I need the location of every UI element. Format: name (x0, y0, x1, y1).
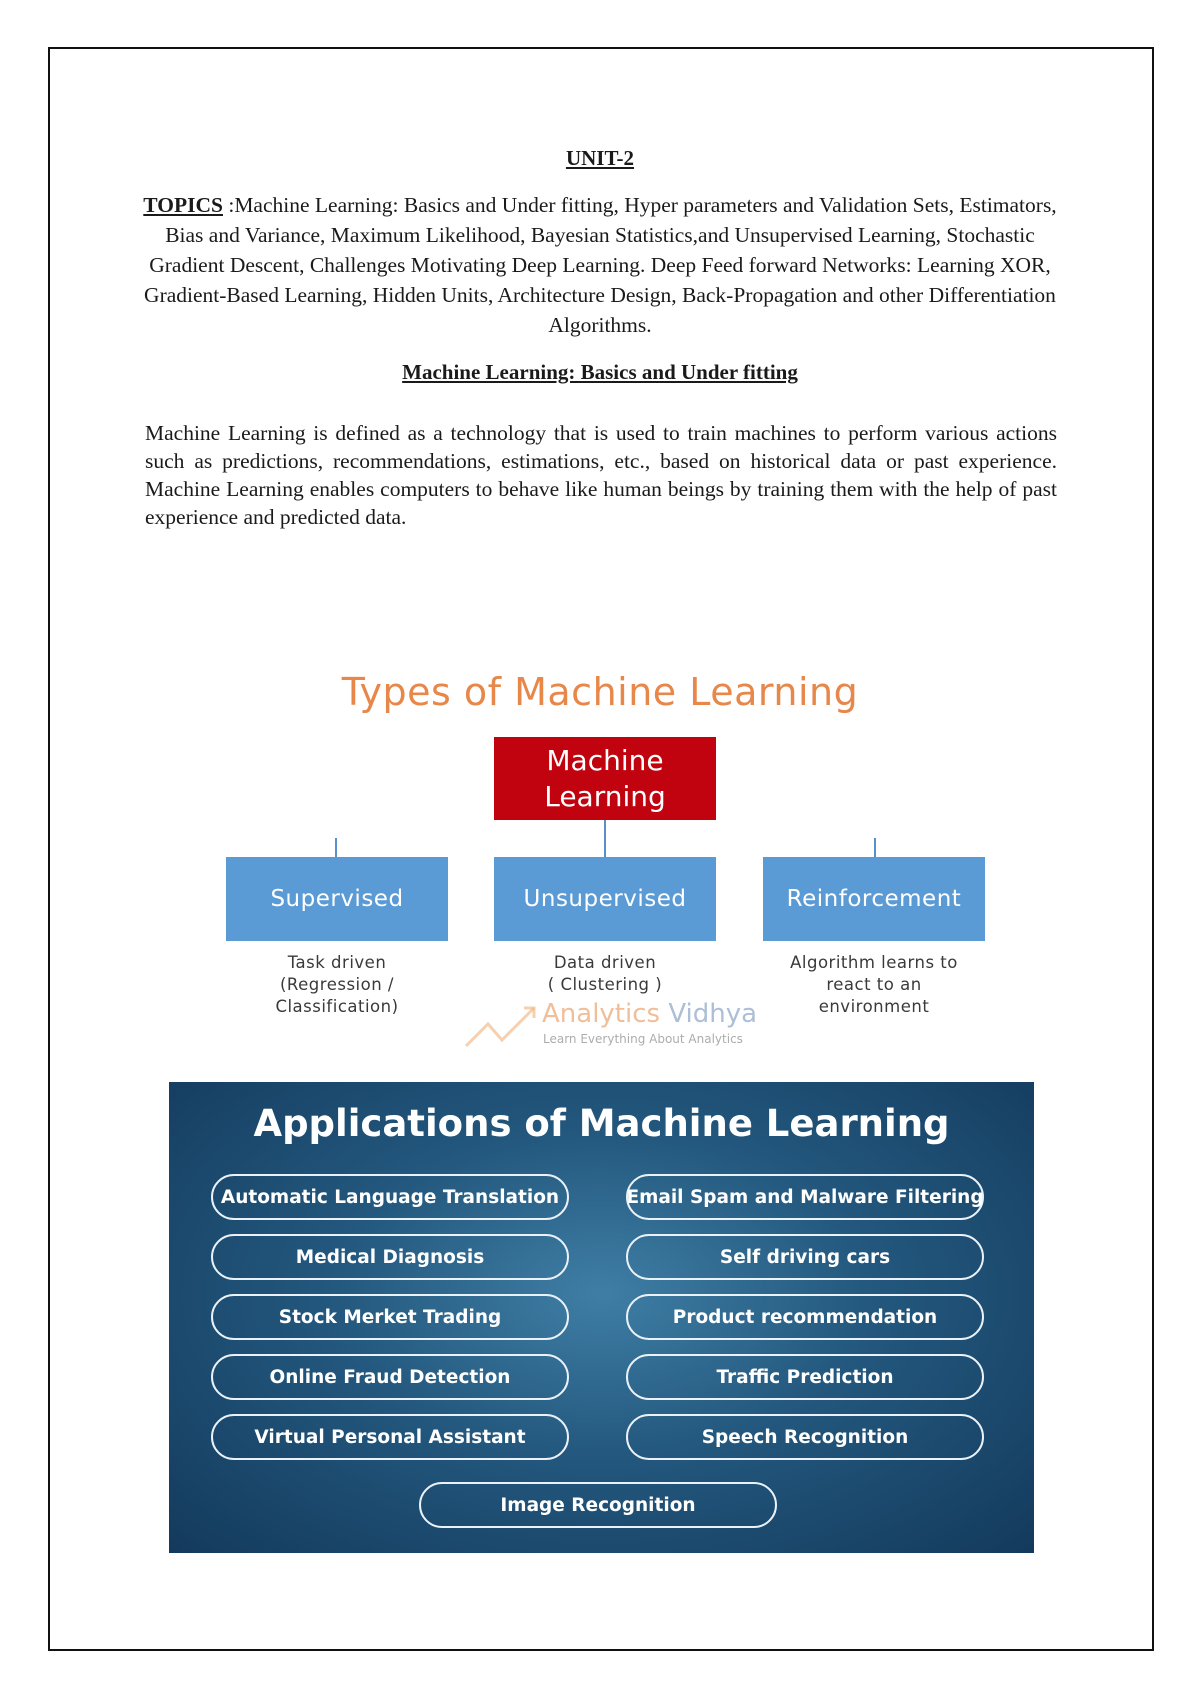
analytics-vidhya-watermark (542, 999, 757, 1029)
watermark-tagline: Learn Everything About Analytics (543, 1032, 743, 1046)
app-pill: Stock Merket Trading (211, 1294, 569, 1340)
section-heading: Machine Learning: Basics and Under fitting (402, 360, 798, 384)
type-desc-reinforcement (763, 952, 985, 1018)
app-pill: Online Fraud Detection (211, 1354, 569, 1400)
connector-reinforcement (874, 838, 876, 857)
unit-title: UNIT-2 (565, 146, 635, 170)
body-paragraph: Machine Learning is defined as a technology that is used to train machines to perform various actions such as predictions, recommendations, estimations, etc., based on historical data or past experience. Machine Learning enables computers to behave like human beings by training them with the help of past experience and predicted data. (145, 421, 1057, 529)
desc-line: environment (818, 997, 930, 1016)
applications-title: Applications of Machine Learning (253, 1102, 950, 1145)
app-pill-bottom: Image Recognition (419, 1482, 777, 1528)
desc-line: react to an (826, 975, 922, 994)
watermark-name-a: Analytics (542, 999, 661, 1029)
connector-unsupervised (604, 820, 606, 857)
type-box-supervised: Supervised (226, 857, 448, 941)
app-pill: Medical Diagnosis (211, 1234, 569, 1280)
type-desc-supervised (226, 952, 448, 1018)
app-pill: Email Spam and Malware Filtering (626, 1174, 984, 1220)
desc-line: Task driven (287, 953, 387, 972)
type-box-unsupervised: Unsupervised (494, 857, 716, 941)
desc-line: Data driven (553, 953, 657, 972)
connector-supervised (335, 838, 337, 857)
topics-text: :Machine Learning: Basics and Under fitting, Hyper parameters and Validation Sets, Estimators, Bias and Variance, Maximum Likelihood, Bayesian Statistics,and Unsupervised Learning, Stochastic Gradient Descent, Challenges Motivating Deep Learning. Deep Feed forward Networks: Learning XOR, Gradient-Based Learning, Hidden Units, Architecture Design, Back-Propagation and other Differentiation Algorithms. (144, 193, 1057, 337)
topics-paragraph (140, 190, 1060, 340)
app-pill: Product recommendation (626, 1294, 984, 1340)
types-figure-title: Types of Machine Learning (341, 670, 859, 714)
desc-line: Classification) (275, 997, 399, 1016)
applications-panel (169, 1082, 1034, 1553)
app-pill: Speech Recognition (626, 1414, 984, 1460)
desc-line: ( Clustering ) (547, 975, 663, 994)
watermark-name-b: Vidhya (668, 999, 758, 1029)
desc-line: (Regression / (280, 975, 394, 994)
type-box-reinforcement: Reinforcement (763, 857, 985, 941)
machine-learning-root-box: Machine Learning (494, 737, 716, 820)
app-pill: Self driving cars (626, 1234, 984, 1280)
type-desc-unsupervised (494, 952, 716, 996)
app-pill: Traffic Prediction (626, 1354, 984, 1400)
app-pill: Automatic Language Translation (211, 1174, 569, 1220)
app-pill: Virtual Personal Assistant (211, 1414, 569, 1460)
desc-line: Algorithm learns to (790, 953, 958, 972)
topics-label: TOPICS (143, 193, 223, 217)
